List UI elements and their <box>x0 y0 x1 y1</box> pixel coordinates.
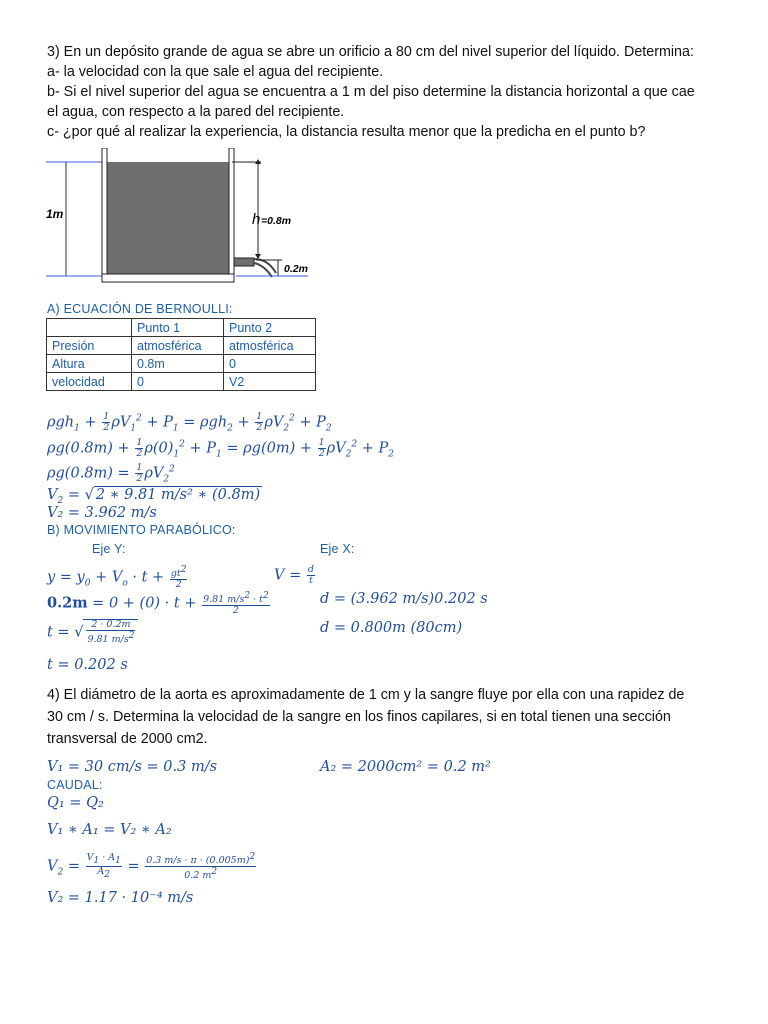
bernoulli-equation-3: ρg(0.8m) = $\frac{1}{2}$ $\rho V_2^2$ <box>47 462 175 485</box>
problem3-part-c: c- ¿por qué al realizar la experiencia, la distancia resulta menor que la predicha en el punto b? <box>47 124 646 140</box>
table-cell: Punto 1 <box>132 319 224 337</box>
bernoulli-table <box>46 318 316 391</box>
problem3-part-a: a- la velocidad con la que sale el agua del recipiente. <box>47 64 384 80</box>
problem3-part-b-line1: b- Si el nivel superior del agua se encuentra a 1 m del piso determine la distancia horizontal a que cae <box>47 84 695 100</box>
axis-x-label: Eje X: <box>320 542 355 556</box>
problem3-part-b-line2: el agua, con respecto a la pared del recipiente. <box>47 104 345 120</box>
table-row <box>47 355 316 373</box>
label-h-value: =0.8m <box>261 215 292 227</box>
axis-y-label: Eje Y: <box>92 542 126 556</box>
table-cell: 0 <box>224 355 316 373</box>
v2-fraction-equation: $V_2$ = $\frac{V_1 \cdot A_1}{A_2}$ = $\frac{0.3 m/s \cdot \pi \cdot (0.005m)^2}{0.2 m^2}$ <box>47 852 256 882</box>
bernoulli-equation-1: ρgh$_1$ + $\frac{1}{2}$ $\rho V_1^2 + P_1 = \rho gh_2$ + $\frac{1}{2}$ $\rho V_2^2 + P_2$ <box>47 411 332 434</box>
table-row <box>47 373 316 391</box>
bernoulli-equation-2: ρg(0.8m) + $\frac{1}{2}$ $\rho(0)_1^2 + P_1 = \rho g(0m)$ + $\frac{1}{2}$ $\rho V_2^2 + P_2$ <box>47 437 394 460</box>
label-1m: 1m <box>46 207 64 221</box>
table-cell: V2 <box>224 373 316 391</box>
flow-equality: Q₁ = Q₂ <box>47 795 104 811</box>
distance-result: d = 0.800m (80cm) <box>320 620 463 636</box>
problem4-line1: 4) El diámetro de la aorta es aproximadamente de 1 cm y la sangre fluye por ella con una rapidez de <box>47 687 685 703</box>
table-cell: atmosférica <box>132 337 224 355</box>
radicand: 2 ∗ 9.81 m/s² ∗ (0.8m) <box>95 487 261 503</box>
time-sqrt-equation: t = √ $\frac{2 \cdot 0.2m}{9.81 m/s^2}$ <box>47 619 138 645</box>
table-cell: Altura <box>47 355 132 373</box>
label-h: h <box>252 211 261 228</box>
table-row <box>47 337 316 355</box>
tank-diagram <box>46 148 316 288</box>
continuity-equation: V₁ ∗ A₁ = V₂ ∗ A₂ <box>47 822 172 838</box>
time-result: t = 0.202 s <box>47 657 128 673</box>
table-cell: atmosférica <box>224 337 316 355</box>
a2-value: A₂ = 2000cm² = 0.2 m² <box>320 759 491 775</box>
velocity-sqrt-equation: $V_2$ = √ 2 ∗ 9.81 m/s² ∗ (0.8m) <box>47 487 261 506</box>
v2-result: V₂ = 1.17 · 10⁻⁴ m/s <box>47 890 194 906</box>
problem3-intro: 3) En un depósito grande de agua se abre un orificio a 80 cm del nivel superior del líquido. Determina: <box>47 44 694 60</box>
table-cell: Presión <box>47 337 132 355</box>
label-0-2m: 0.2m <box>284 263 308 275</box>
section-a-title: A) ECUACIÓN DE BERNOULLI: <box>47 302 233 316</box>
problem4-line3: transversal de 2000 cm2. <box>47 731 208 747</box>
table-row <box>47 319 316 337</box>
problem4-line2: 30 cm / s. Determina la velocidad de la sangre en los finos capilares, si en total tienen una sección <box>47 709 671 725</box>
kinematic-substitution: 0.2m = 0 + (0) · t + $\frac{9.81 m/s^2 \cdot t^2}{2}$ <box>47 591 269 617</box>
velocity-distance-equation: V = $\frac{d}{t}$ <box>274 564 314 586</box>
table-cell: Punto 2 <box>224 319 316 337</box>
table-cell: velocidad <box>47 373 132 391</box>
velocity-result: V₂ = 3.962 m/s <box>47 505 157 521</box>
distance-substitution: d = (3.962 m/s)0.202 s <box>320 591 488 607</box>
table-cell: 0.8m <box>132 355 224 373</box>
v1-value: V₁ = 30 cm/s = 0.3 m/s <box>47 759 218 775</box>
caudal-title: CAUDAL: <box>47 778 103 792</box>
kinematic-equation: $y = y_0 + V_o \cdot t$ + $\frac{gt^2}{2}$ <box>47 565 187 591</box>
water <box>107 162 229 274</box>
table-cell <box>47 319 132 337</box>
table-cell: 0 <box>132 373 224 391</box>
section-b-title: B) MOVIMIENTO PARABÓLICO: <box>47 523 236 537</box>
